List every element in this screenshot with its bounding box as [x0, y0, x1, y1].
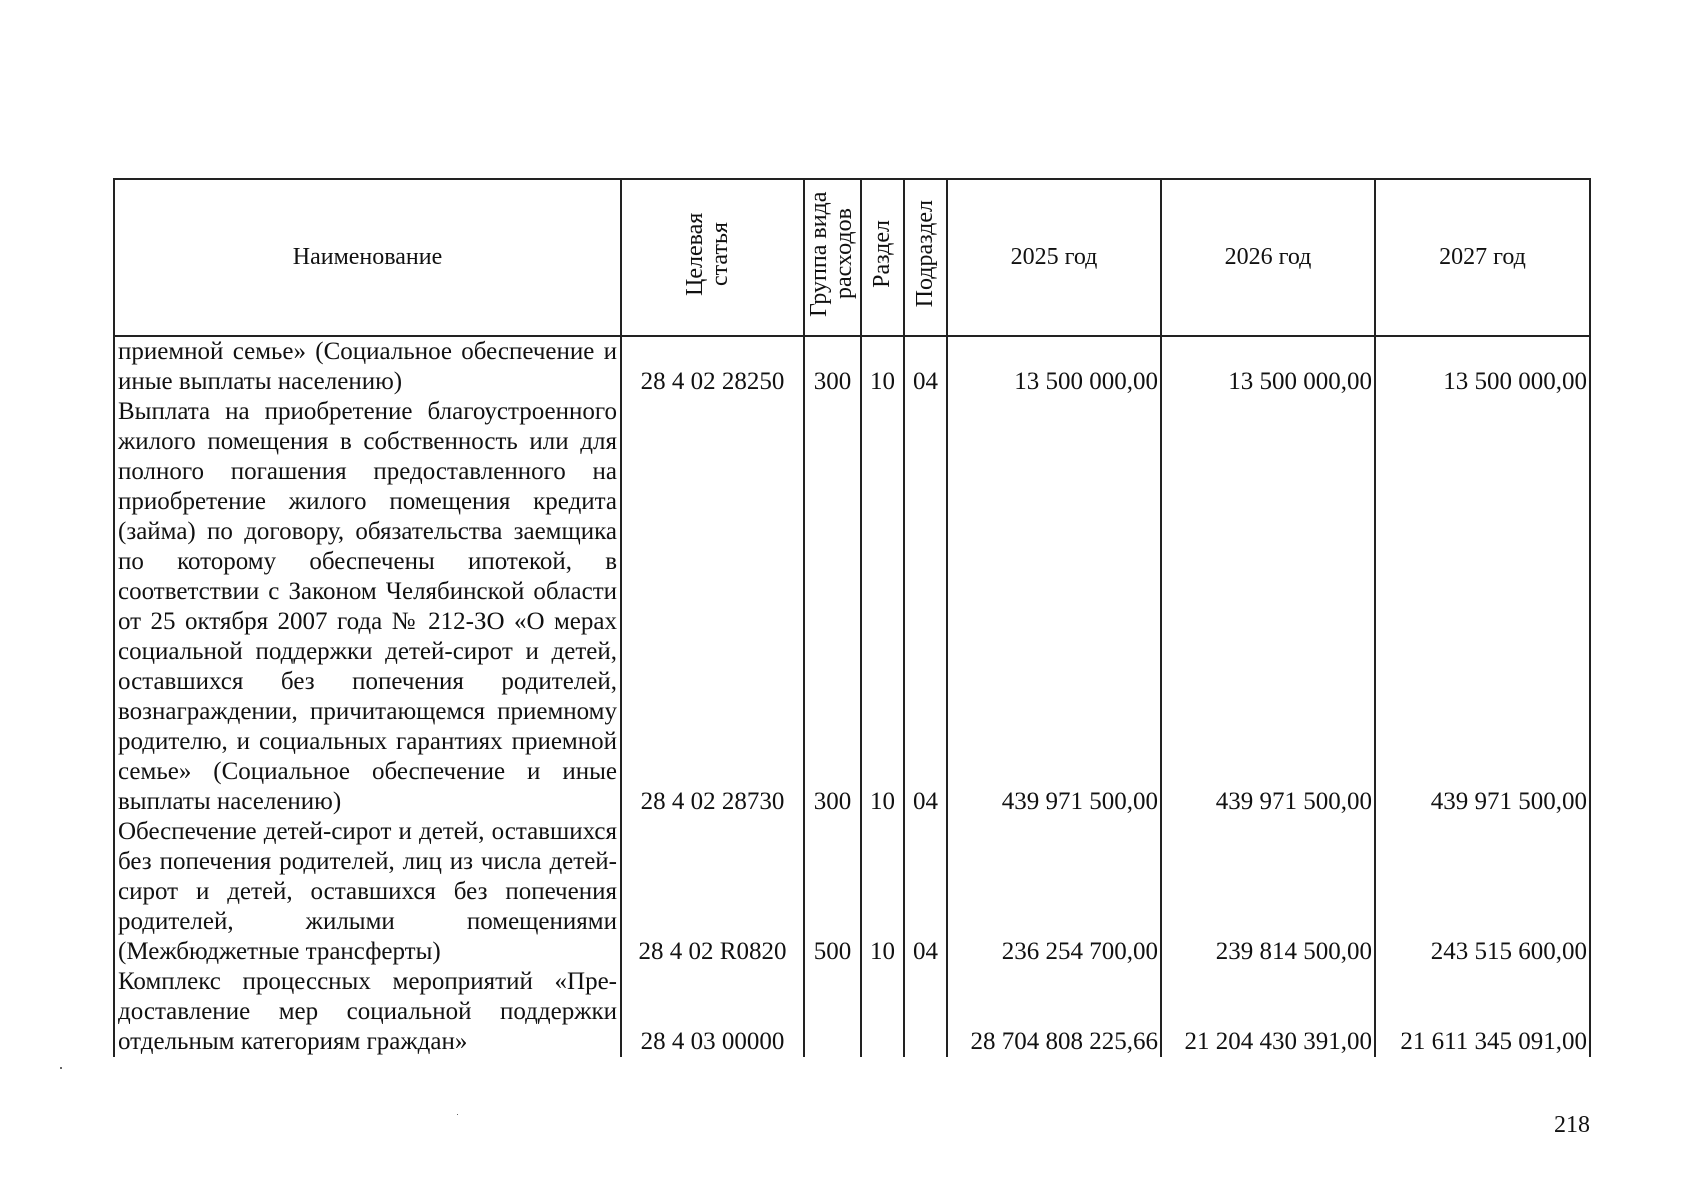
header-year-2026: 2026 год: [1161, 179, 1375, 336]
row-amount-2025: 13 500 000,00: [947, 336, 1161, 397]
header-name: Наименование: [114, 179, 621, 336]
row-subsection: [904, 967, 947, 1057]
row-amount-2025: 28 704 808 225,66: [947, 967, 1161, 1057]
scan-speck: [60, 1067, 62, 1069]
table-header-row: [114, 179, 1590, 336]
header-target-article: Целевая статья: [621, 179, 804, 336]
row-subsection: 04: [904, 336, 947, 397]
row-group: 300: [804, 397, 861, 817]
row-amount-2025: 439 971 500,00: [947, 397, 1161, 817]
row-amount-2026: 239 814 500,00: [1161, 817, 1375, 967]
budget-table: [113, 178, 1591, 1057]
row-amount-2025: 236 254 700,00: [947, 817, 1161, 967]
page-number: 218: [1554, 1112, 1590, 1138]
row-group: 300: [804, 336, 861, 397]
table-row: [114, 817, 1590, 967]
row-amount-2027: 243 515 600,00: [1375, 817, 1590, 967]
row-code: 28 4 02 28250: [621, 336, 804, 397]
header-expense-group: Группа вида расходов: [804, 179, 861, 336]
row-amount-2027: 21 611 345 091,00: [1375, 967, 1590, 1057]
row-group: [804, 967, 861, 1057]
row-code: 28 4 03 00000: [621, 967, 804, 1057]
row-name: Выплата на приобретение благоустроенного жилого помещения в собственность или для полного погашения предоставленного на приобретение жилого помещения кредита (займа) по договору, обязательства заемщика по которому обеспечены ипотекой, в соответствии с Законом Челябинской области от 25 октября 2007 года № 212-ЗО «О мерах социальной поддержки детей-сирот и детей, оставшихся без попечения родителей, вознаграждении, причитающемся приемному родителю, и социальных гарантиях приемной семье» (Социальное обеспечение и иные выплаты населению): [114, 397, 621, 817]
table-row: [114, 397, 1590, 817]
row-subsection: 04: [904, 397, 947, 817]
table-row: [114, 967, 1590, 1057]
header-section: Раздел: [861, 179, 904, 336]
scan-speck: [457, 1114, 458, 1115]
row-code: 28 4 02 R0820: [621, 817, 804, 967]
row-amount-2027: 439 971 500,00: [1375, 397, 1590, 817]
row-amount-2026: 13 500 000,00: [1161, 336, 1375, 397]
table-row: [114, 336, 1590, 397]
row-section: 10: [861, 336, 904, 397]
row-section: 10: [861, 817, 904, 967]
header-year-2027: 2027 год: [1375, 179, 1590, 336]
header-year-2025: 2025 год: [947, 179, 1161, 336]
row-amount-2026: 439 971 500,00: [1161, 397, 1375, 817]
row-code: 28 4 02 28730: [621, 397, 804, 817]
header-subsection: Подраздел: [904, 179, 947, 336]
row-section: [861, 967, 904, 1057]
row-section: 10: [861, 397, 904, 817]
row-amount-2026: 21 204 430 391,00: [1161, 967, 1375, 1057]
row-amount-2027: 13 500 000,00: [1375, 336, 1590, 397]
row-subsection: 04: [904, 817, 947, 967]
row-name: Обеспечение детей-сирот и детей, оставшихся без попечения родителей, лиц из числа детей-сирот и детей, оставшихся без попечения родителей, жилыми помещениями (Межбюджетные трансферты): [114, 817, 621, 967]
row-group: 500: [804, 817, 861, 967]
row-name: приемной семье» (Социальное обеспечение и иные выплаты населению): [114, 336, 621, 397]
row-name: Комплекс процессных мероприятий «Предоставление мер социальной поддержки отдельным категориям граждан»: [114, 967, 621, 1057]
